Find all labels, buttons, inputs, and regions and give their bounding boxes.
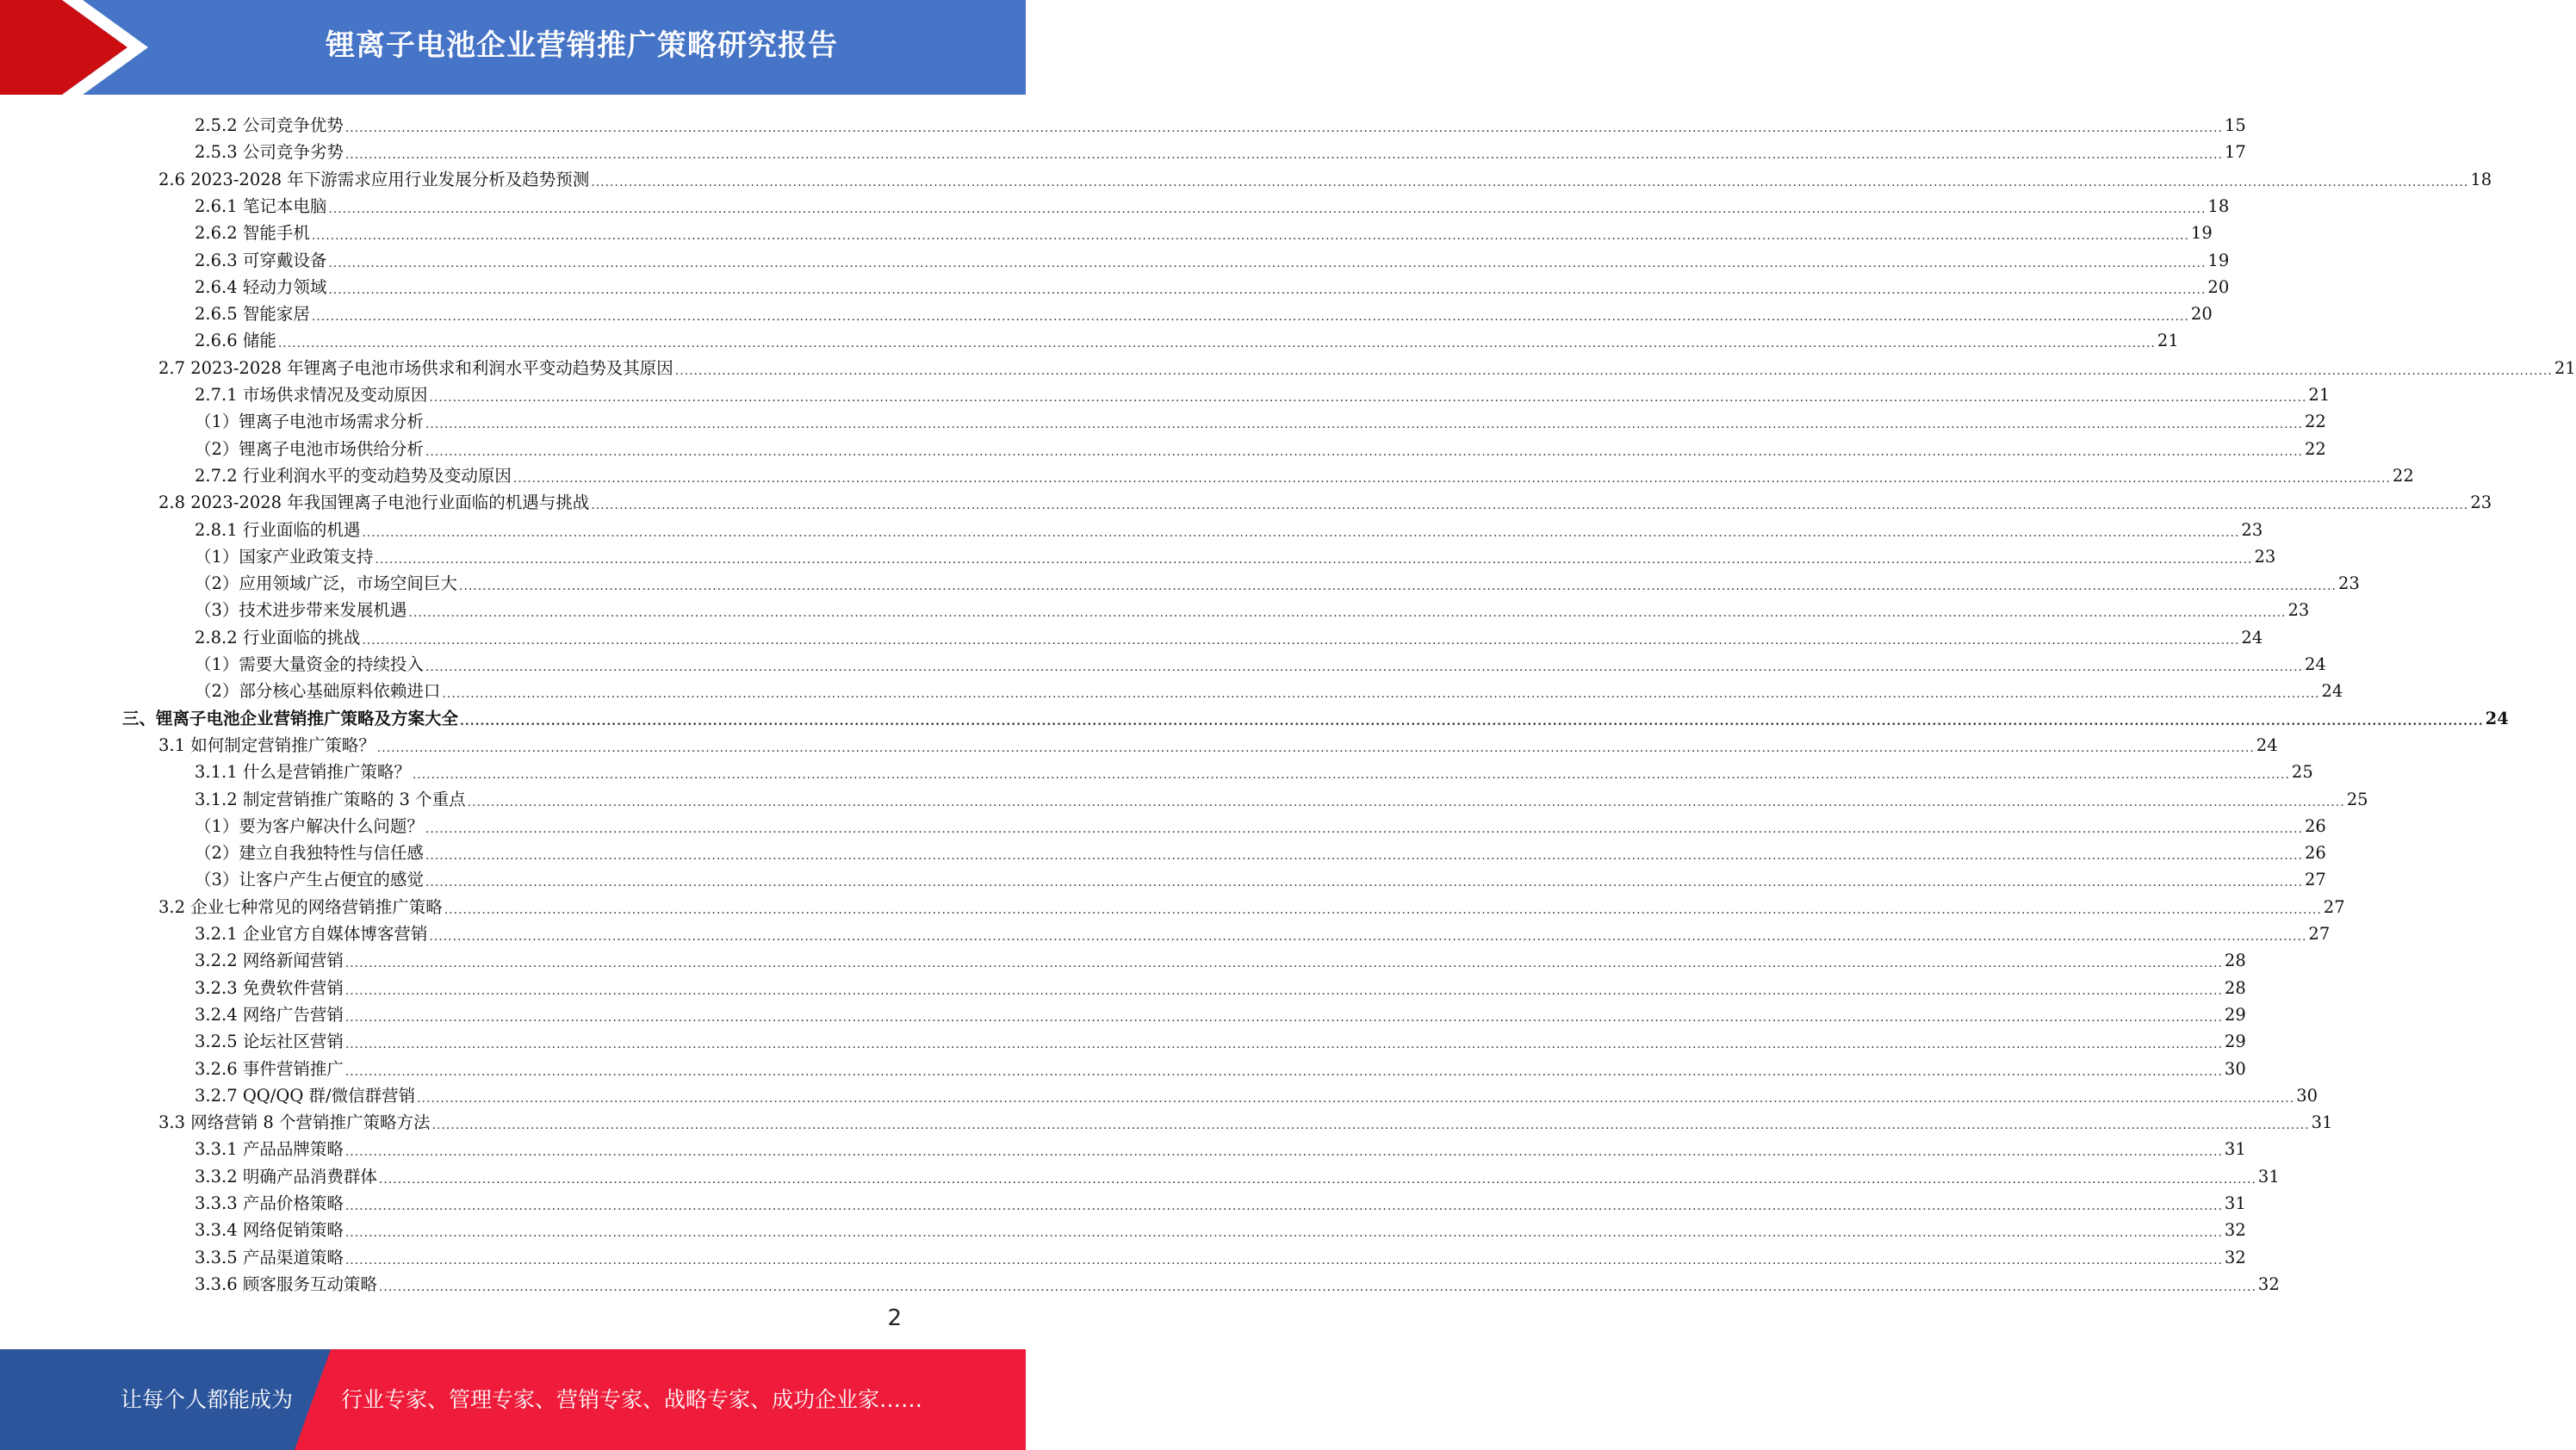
toc-entry[interactable] [195,973,2246,1000]
toc-entry[interactable] [195,838,2326,864]
toc-entry-page: 32 [2257,1273,2280,1294]
toc-leader-dots: ................................................................................................................................................................................................................................................................................................................................................................................................................ [467,795,2345,809]
toc-entry-page: 23 [2470,493,2492,513]
toc-entry[interactable] [195,757,2313,784]
toc-entry-page: 19 [2190,223,2213,244]
toc-entry-label: 3.3.6 顾客服务互动策略 [195,1273,377,1294]
toc-entry[interactable] [195,676,2343,703]
toc-entry-page: 24 [2305,654,2326,674]
toc-entry-label: （2）应用领域广泛，市场空间巨大 [195,573,457,594]
toc-entry-label: 2.8.2 行业面临的挑战 [195,627,361,648]
toc-entry-label: 3.3.1 产品品牌策略 [195,1139,344,1160]
toc-leader-dots: ................................................................................................................................................................................................................................................................................................................................................................................................................ [345,1253,2223,1267]
footer-slogan-right: 行业专家、管理专家、营销专家、战略专家、成功企业家…… [341,1387,923,1412]
toc-leader-dots: ................................................................................................................................................................................................................................................................................................................................................................................................................ [277,337,2156,351]
toc-entry-page: 23 [2287,600,2310,621]
toc-entry-label: 2.6 2023-2028 年下游需求应用行业发展分析及趋势预测 [158,169,590,189]
toc-entry-label: 2.7.1 市场供求情况及变动原因 [195,385,428,405]
toc-entry-label: 三、锂离子电池企业营销推广策略及方案大全 [122,708,459,728]
toc-leader-dots: ................................................................................................................................................................................................................................................................................................................................................................................................................ [591,499,2469,513]
toc-entry-label: （1）国家产业政策支持 [195,546,374,567]
toc-entry-label: 3.3.4 网络促销策略 [195,1220,344,1241]
toc-entry-label: （1）需要大量资金的持续投入 [195,654,424,674]
toc-entry-label: 2.5.2 公司竞争优势 [195,115,344,135]
toc-entry[interactable] [158,892,2345,919]
toc-entry-page: 26 [2305,815,2326,836]
toc-entry-page: 22 [2392,465,2414,486]
toc-leader-dots: ................................................................................................................................................................................................................................................................................................................................................................................................................ [375,552,2253,567]
toc-entry-page: 21 [2157,331,2179,351]
toc-entry-label: （3）技术进步带来发展机遇 [195,600,407,621]
toc-entry[interactable] [195,380,2331,406]
toc-entry-page: 24 [2485,708,2509,728]
toc-entry[interactable] [195,137,2246,164]
toc-entry-label: （1）锂离子电池市场需求分析 [195,412,424,432]
toc-entry-label: 3.2 企业七种常见的网络营销推广策略 [158,896,443,917]
toc-entry[interactable] [158,353,2576,380]
toc-leader-dots: ................................................................................................................................................................................................................................................................................................................................................................................................................ [328,256,2207,270]
toc-entry-page: 22 [2305,438,2326,459]
toc-leader-dots: ................................................................................................................................................................................................................................................................................................................................................................................................................ [345,1226,2223,1241]
toc-entry[interactable] [195,1215,2246,1242]
toc-leader-dots: ................................................................................................................................................................................................................................................................................................................................................................................................................ [345,1038,2223,1052]
toc-entry-label: 3.2.7 QQ/QQ 群/微信群营销 [195,1085,416,1106]
toc-entry-label: 3.2.2 网络新闻营销 [195,951,344,971]
toc-entry[interactable] [195,1054,2246,1081]
toc-leader-dots: ................................................................................................................................................................................................................................................................................................................................................................................................................ [425,821,2303,836]
toc-entry-page: 19 [2207,250,2230,270]
toc-entry-page: 32 [2224,1220,2246,1241]
toc-entry-label: 3.3.3 产品价格策略 [195,1193,344,1213]
toc-entry-label: 2.6.5 智能家居 [195,304,310,325]
toc-entry-page: 25 [2346,789,2368,809]
toc-entry[interactable] [195,649,2326,676]
toc-entry[interactable] [195,623,2263,649]
toc-leader-dots: ................................................................................................................................................................................................................................................................................................................................................................................................................ [429,391,2307,405]
toc-entry[interactable] [195,595,2310,622]
toc-entry-label: 2.6.6 储能 [195,331,276,351]
toc-leader-dots: ................................................................................................................................................................................................................................................................................................................................................................................................................ [376,740,2255,755]
toc-entry-label: 3.1 如何制定营销推广策略？ [158,734,376,755]
toc-entry[interactable] [195,1134,2246,1161]
toc-entry-page: 31 [2311,1112,2333,1133]
toc-leader-dots: ................................................................................................................................................................................................................................................................................................................................................................................................................ [345,1010,2223,1025]
toc-entry[interactable] [195,406,2326,433]
toc-leader-dots: ................................................................................................................................................................................................................................................................................................................................................................................................................ [429,930,2307,944]
toc-entry-page: 27 [2323,896,2345,917]
toc-entry-page: 23 [2338,573,2360,594]
report-header [0,0,1026,95]
toc-entry-label: 3.3.2 明确产品消费群体 [195,1166,377,1187]
toc-leader-dots: ................................................................................................................................................................................................................................................................................................................................................................................................................ [345,148,2223,163]
toc-leader-dots: ................................................................................................................................................................................................................................................................................................................................................................................................................ [345,121,2223,135]
toc-entry-label: 3.2.5 论坛社区营销 [195,1032,344,1052]
toc-entry[interactable] [195,1026,2246,1053]
toc-leader-dots: ................................................................................................................................................................................................................................................................................................................................................................................................................ [362,525,2240,540]
toc-entry-label: 2.7 2023-2028 年锂离子电池市场供求和利润水平变动趋势及其原因 [158,357,673,378]
toc-entry[interactable] [195,245,2230,272]
toc-entry[interactable] [195,1269,2280,1296]
page-number: 2 [887,1305,902,1331]
toc-leader-dots: ................................................................................................................................................................................................................................................................................................................................................................................................................ [345,957,2223,971]
toc-entry[interactable] [195,1188,2246,1215]
toc-leader-dots: ................................................................................................................................................................................................................................................................................................................................................................................................................ [425,444,2303,459]
toc-entry[interactable] [195,110,2246,137]
toc-entry-label: 3.2.4 网络广告营销 [195,1004,344,1025]
toc-entry-page: 30 [2224,1058,2246,1079]
toc-entry-label: 2.7.2 行业利润水平的变动趋势及变动原因 [195,465,512,486]
toc-leader-dots: ................................................................................................................................................................................................................................................................................................................................................................................................................ [460,714,2484,728]
toc-leader-dots: ................................................................................................................................................................................................................................................................................................................................................................................................................ [512,471,2391,486]
toc-entry[interactable] [195,542,2276,568]
toc-entry-page: 27 [2305,870,2326,890]
toc-entry-page: 25 [2291,762,2313,783]
toc-entry[interactable] [195,272,2230,299]
toc-leader-dots: ................................................................................................................................................................................................................................................................................................................................................................................................................ [345,1199,2223,1213]
toc-entry-page: 28 [2224,951,2246,971]
toc-leader-dots: ................................................................................................................................................................................................................................................................................................................................................................................................................ [442,687,2320,702]
toc-entry-label: 3.2.3 免费软件营销 [195,977,344,998]
toc-leader-dots: ................................................................................................................................................................................................................................................................................................................................................................................................................ [378,1172,2256,1187]
toc-entry-label: 3.2.1 企业官方自媒体博客营销 [195,924,428,944]
toc-entry-page: 30 [2296,1085,2318,1106]
toc-entry-page: 21 [2308,385,2331,405]
toc-entry-page: 23 [2241,519,2263,540]
toc-leader-dots: ................................................................................................................................................................................................................................................................................................................................................................................................................ [408,606,2287,621]
toc-entry[interactable] [195,218,2213,245]
toc-entry-label: 2.5.3 公司竞争劣势 [195,142,344,163]
toc-entry-label: （1）要为客户解决什么问题？ [195,815,424,836]
toc-entry[interactable] [158,487,2492,514]
toc-leader-dots: ................................................................................................................................................................................................................................................................................................................................................................................................................ [412,768,2290,783]
toc-entry-page: 21 [2554,357,2576,378]
toc-leader-dots: ................................................................................................................................................................................................................................................................................................................................................................................................................ [444,902,2322,917]
toc-leader-dots: ................................................................................................................................................................................................................................................................................................................................................................................................................ [425,660,2303,674]
toc-entry[interactable] [195,1242,2246,1269]
toc-entry-page: 22 [2305,412,2326,432]
toc-entry-label: 2.6.1 笔记本电脑 [195,195,327,216]
toc-entry-label: 3.3.5 产品渠道策略 [195,1247,344,1267]
toc-entry-label: 2.6.4 轻动力领域 [195,276,327,297]
toc-entry-page: 32 [2224,1247,2246,1267]
toc-entry[interactable] [195,568,2360,595]
toc-entry-label: 2.8.1 行业面临的机遇 [195,519,361,540]
toc-entry-label: （2）部分核心基础原料依赖进口 [195,681,441,702]
toc-entry[interactable] [195,191,2230,218]
toc-entry-page: 24 [2241,627,2263,648]
toc-entry-label: （3）让客户产生占便宜的感觉 [195,870,424,890]
toc-entry[interactable] [158,1107,2333,1134]
toc-entry[interactable] [195,784,2368,811]
toc-entry[interactable] [158,164,2492,191]
toc-leader-dots: ................................................................................................................................................................................................................................................................................................................................................................................................................ [591,175,2469,189]
toc-entry-page: 31 [2257,1166,2280,1187]
toc-entry-label: 3.2.6 事件营销推广 [195,1058,344,1079]
footer-slogan-left: 让每个人都能成为 [121,1387,294,1412]
toc-entry[interactable] [195,1000,2246,1026]
toc-leader-dots: ................................................................................................................................................................................................................................................................................................................................................................................................................ [378,1280,2256,1294]
toc-entry-page: 31 [2224,1139,2246,1160]
toc-entry-page: 18 [2207,195,2230,216]
toc-entry-page: 28 [2224,977,2246,998]
toc-leader-dots: ................................................................................................................................................................................................................................................................................................................................................................................................................ [674,363,2553,378]
toc-leader-dots: ................................................................................................................................................................................................................................................................................................................................................................................................................ [345,1145,2223,1160]
toc-entry[interactable] [195,919,2331,945]
toc-leader-dots: ................................................................................................................................................................................................................................................................................................................................................................................................................ [425,876,2303,890]
toc-entry[interactable] [195,434,2326,461]
toc-entry-page: 29 [2224,1032,2246,1052]
report-footer [0,1349,1026,1450]
toc-leader-dots: ................................................................................................................................................................................................................................................................................................................................................................................................................ [431,1118,2310,1133]
toc-entry[interactable] [195,1081,2318,1107]
toc-entry-page: 29 [2224,1004,2246,1025]
toc-entry[interactable] [195,1162,2280,1188]
toc-entry[interactable] [195,299,2213,325]
toc-leader-dots: ................................................................................................................................................................................................................................................................................................................................................................................................................ [425,418,2303,432]
toc-leader-dots: ................................................................................................................................................................................................................................................................................................................................................................................................................ [458,579,2337,594]
toc-entry[interactable] [122,703,2509,730]
toc-leader-dots: ................................................................................................................................................................................................................................................................................................................................................................................................................ [311,229,2189,244]
toc-entry-label: 2.6.3 可穿戴设备 [195,250,327,270]
toc-leader-dots: ................................................................................................................................................................................................................................................................................................................................................................................................................ [362,633,2240,648]
toc-leader-dots: ................................................................................................................................................................................................................................................................................................................................................................................................................ [311,310,2189,325]
toc-entry-page: 17 [2224,142,2246,163]
toc-leader-dots: ................................................................................................................................................................................................................................................................................................................................................................................................................ [345,1064,2223,1079]
toc-entry-label: 2.8 2023-2028 年我国锂离子电池行业面临的机遇与挑战 [158,493,590,513]
toc-entry-page: 24 [2256,734,2278,755]
report-title: 锂离子电池企业营销推广策略研究报告 [326,28,838,63]
toc-entry[interactable] [195,811,2326,838]
toc-entry-label: （2）锂离子电池市场供给分析 [195,438,424,459]
toc-entry-page: 31 [2224,1193,2246,1213]
toc-entry[interactable] [195,945,2246,972]
toc-entry[interactable] [195,864,2326,891]
toc-leader-dots: ................................................................................................................................................................................................................................................................................................................................................................................................................ [417,1091,2295,1106]
toc-entry-label: 3.1.2 制定营销推广策略的 3 个重点 [195,789,466,809]
toc-entry-page: 27 [2308,924,2331,944]
toc-entry-page: 15 [2224,115,2246,135]
toc-entry-label: 3.3 网络营销 8 个营销推广策略方法 [158,1112,431,1133]
toc-entry-page: 24 [2321,681,2343,702]
toc-entry[interactable] [195,515,2263,542]
toc-entry-label: （2）建立自我独特性与信任感 [195,843,424,864]
toc-leader-dots: ................................................................................................................................................................................................................................................................................................................................................................................................................ [345,983,2223,998]
toc-leader-dots: ................................................................................................................................................................................................................................................................................................................................................................................................................ [425,849,2303,864]
toc-entry-page: 20 [2207,276,2230,297]
toc-entry[interactable] [195,461,2414,487]
toc-entry-label: 2.6.2 智能手机 [195,223,310,244]
toc-leader-dots: ................................................................................................................................................................................................................................................................................................................................................................................................................ [328,201,2207,216]
toc-entry[interactable] [195,325,2179,352]
toc-entry-page: 18 [2470,169,2492,189]
toc-entry-page: 26 [2305,843,2326,864]
toc-entry-page: 23 [2254,546,2276,567]
toc-entry[interactable] [158,730,2278,757]
toc-entry-label: 3.1.1 什么是营销推广策略？ [195,762,411,783]
toc-leader-dots: ................................................................................................................................................................................................................................................................................................................................................................................................................ [328,282,2207,297]
toc-entry-page: 20 [2190,304,2213,325]
